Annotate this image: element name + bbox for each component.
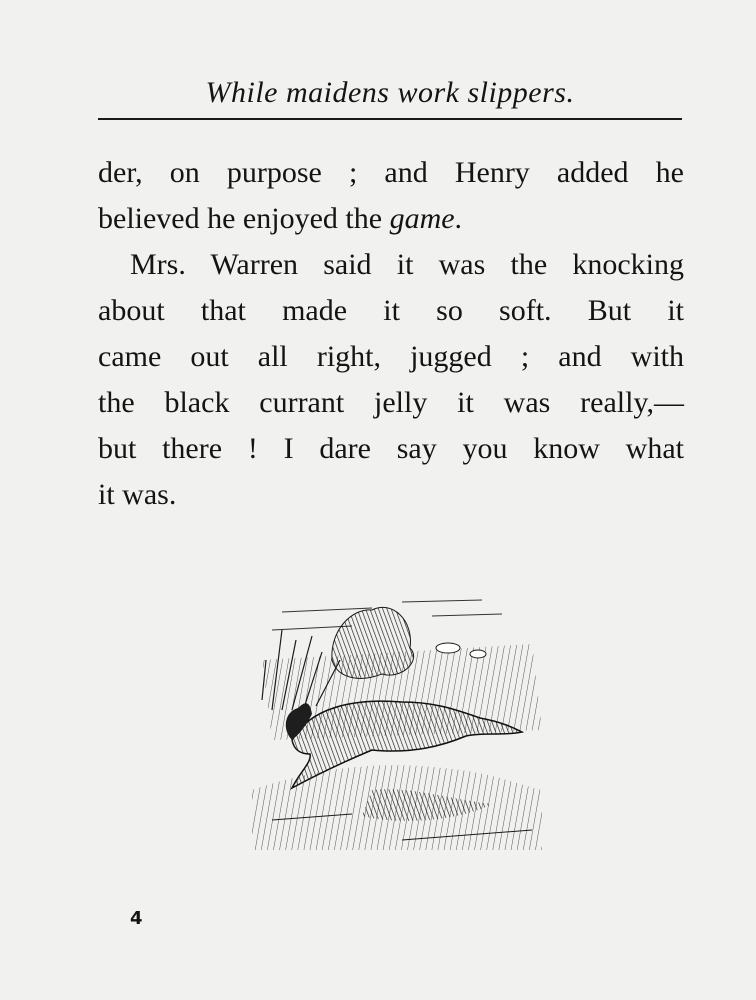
page-number: 4 [130,908,143,929]
text-line: came out all right, jugged ; and with [98,340,684,373]
running-header: While maidens work slippers. [205,76,575,109]
text-line: about that made it so soft. But it [98,294,684,327]
text-line: believed he enjoyed the game. [98,202,463,235]
hare-engraving-icon [252,590,542,850]
text-line: the black currant jelly it was really,— [98,386,684,419]
header-rule [98,118,682,120]
text-line: der, on purpose ; and Henry added he [98,156,684,189]
text-line: it was. [98,478,177,511]
italic-word: game [389,202,455,235]
body-text [98,150,684,518]
text-line: Mrs. Warren said it was the knocking [130,248,684,281]
text-line: but there ! I dare say you know what [98,432,684,465]
